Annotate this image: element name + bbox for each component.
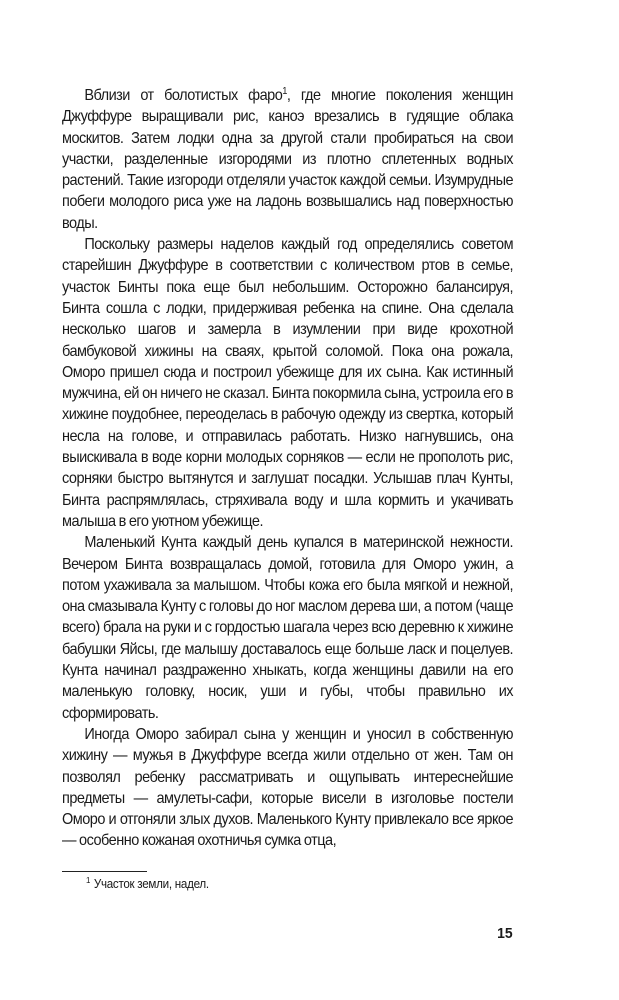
- paragraph-1-rest: , где многие поколения женщин Джуффуре выращивали рис, каноэ врезались в гудящие облака москитов. Затем лодки одна за другой стали пробираться на свои участки, разделенные изгородями из плотно сплетенных водных растений. Такие изгороди отделяли участок каждой семьи. Изумрудные побеги молодого риса уже на ладонь возвышались над поверхностью воды.: [62, 87, 514, 232]
- footnote-text: Участок земли, надел.: [93, 877, 209, 891]
- paragraph-1: [62, 85, 513, 234]
- body-text: [62, 85, 513, 852]
- footnote-divider: [62, 871, 147, 872]
- footnote-mark: 1: [86, 874, 91, 885]
- paragraph-3: Маленький Кунта каждый день купался в материнской нежности. Вечером Бинта возвращалась домой, готовила для Оморо ужин, а потом ухаживала за малышом. Чтобы кожа его была мягкой и нежной, она смазывала Кунту с головы до ног маслом дерева ши, а потом (чаще всего) брала на руки и с гордостью шагала через всю деревню к хижине бабушки Яйсы, где малышу доставалось еще больше ласк и поцелуев. Кунта начинал раздраженно хныкать, когда женщины давили на его маленькую головку, носик, уши и губы, чтобы правильно их сформировать.: [62, 534, 514, 722]
- paragraph-1-start: Вблизи от болотистых фаро: [84, 87, 283, 104]
- footnote: [86, 876, 209, 892]
- paragraph-2: Поскольку размеры наделов каждый год определялись советом старейшин Джуффуре в соответствии с количеством ртов в семье, участок Бинты пока еще был небольшим. Осторожно балансируя, Бинта сошла с лодки, придерживая ребенка на спине. Она сделала несколько шагов и замерла в изумлении при виде крохотной бамбуковой хижины на сваях, крытой соломой. Пока она рожала, Оморо пришел сюда и построил убежище для их сына. Как истинный мужчина, ей он ничего не сказал. Бинта покормила сына, устроила его в хижине поудобнее, переоделась в рабочую одежду из свертка, который несла на голове, и отправилась работать. Низко нагнувшись, она выискивала в воде корни молодых сорняков — если не прополоть рис, сорняки быстро вытянутся и заглушат посадки. Услышав плач Кунты, Бинта распрямлялась, стряхивала воду и шла кормить и укачивать малыша в его уютном убежище.: [62, 236, 514, 530]
- paragraph-4: Иногда Оморо забирал сына у женщин и уносил в собственную хижину — мужья в Джуффуре всегда жили отдельно от жен. Там он позволял ребенку рассматривать и ощупывать интереснейшие предметы — амулеты-сафи, которые висели в изголовье постели Оморо и отгоняли злых духов. Маленького Кунту привлекало все яркое — особенно кожаная охотничья сумка отца,: [62, 725, 514, 850]
- page-number: 15: [497, 925, 513, 942]
- footnote-reference: 1: [282, 85, 287, 97]
